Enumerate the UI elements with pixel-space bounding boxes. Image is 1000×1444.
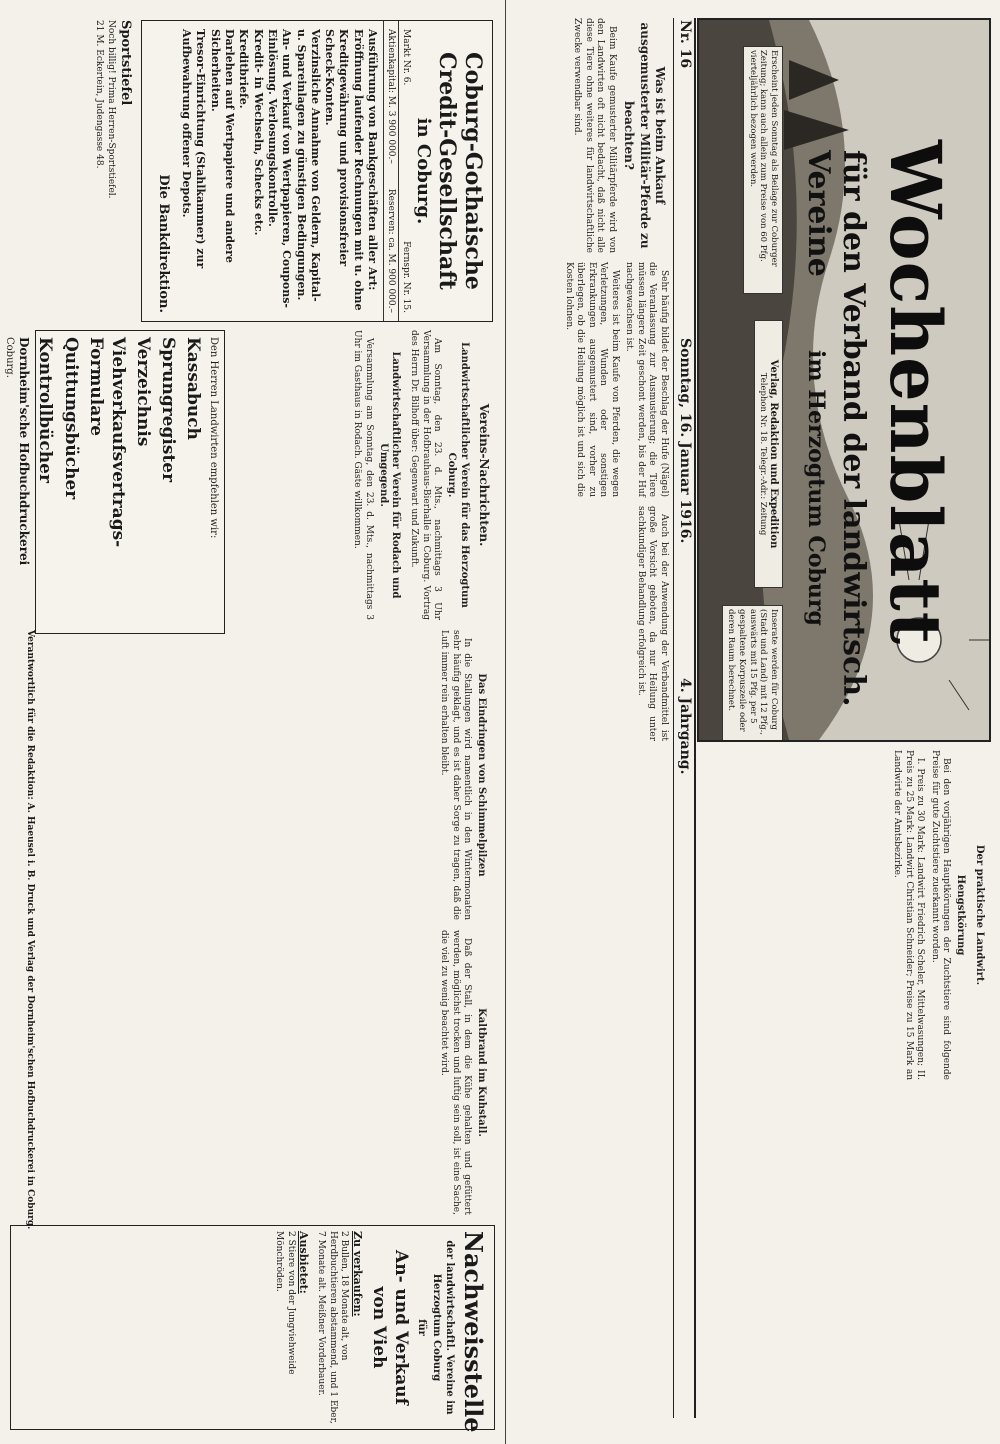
printer-city: Coburg. [3, 337, 15, 378]
bank-service-item: Eröffnung laufender Rechnungen mit u. ohne Kreditgewährung und provisionsfreier Scheck-Konten. [323, 29, 365, 311]
bank-service-item: Tresor-Einrichtung (Stahlkammer) zur Aufbewahrung offener Depots. [180, 29, 208, 269]
printer-item: Verzeichnis [132, 337, 153, 447]
publisher-info [754, 320, 783, 588]
bank-phone: Fernspr. Nr. 15. [401, 241, 411, 313]
bank-service-item: An- und Verkauf von Wertpapieren, Coupons-Einlösung. Verlosungskontrolle. [265, 29, 294, 308]
bank-reserve: Reserven: ca. M. 900 000.– [386, 188, 396, 313]
publisher-contact: Telephon Nr. 18. Telegr.-Adr.: Zeitung [758, 372, 768, 536]
article-main-para2: Sehr häufig bildet der Beschlag der Hufe (Nägel) die Veranlassung zur Ausmusterung; die Tiere müssen längere Zeit geschont werden, bis der Huf nachgewachsen ist. [624, 262, 669, 497]
verein-coburg-text: Am Sonntag, den 23. d. Mts., nachmittags 3 Uhr Versammlung in der Hofbrauhaus-Bierhalle in Coburg. Vortrag des Herrn Dr. Bilhoff über: Gegenwart und Zukunft. [409, 330, 443, 620]
ad-sport-boots [73, 20, 133, 320]
bank-footer: Die Bankdirektion. [155, 174, 171, 313]
article-main-col3 [519, 506, 669, 741]
printer-item: Kontrollbücher [35, 337, 56, 483]
printer-item: Kassabuch [183, 337, 203, 440]
inner-col2-text: In die Stallungen wird namentlich in den Wintermonaten sehr häufig geklagt, und es ist daher Sorge zu tragen, daß die Luft immer rein erhalten bleibt. [439, 630, 473, 920]
article-side-col [521, 750, 991, 1080]
nachweis-title: Nachweisstelle [459, 1231, 488, 1433]
inner-col1 [53, 930, 493, 1215]
verein-coburg-heading: Landwirtschaftlicher Verein für das Herzogtum Coburg. [445, 342, 470, 608]
ad-credit-bank [141, 20, 493, 322]
article-main-col2 [519, 262, 669, 497]
issue-volume: 4. Jahrgang. [677, 678, 693, 775]
dateline [673, 18, 696, 1418]
bank-market: Markt Nr. 6. [401, 29, 411, 86]
article-main-col1 [519, 18, 669, 253]
inner-col3 [233, 330, 493, 620]
nachweis-trade: An- und Verkauf von Vieh [368, 1250, 411, 1405]
article-main-title: Was ist beim Ankauf ausgemusterter Militär-Pferde zu beachten? [622, 22, 667, 249]
verein-rodach-text: Versammlung am Sonntag, den 23. d. Mts., nachmittags 3 Uhr im Gasthaus in Rodach. Gäste willkommen. [352, 330, 374, 620]
nachweis-buy-label: Ausbietet: [297, 1231, 311, 1294]
sport-text: Noch billig! Prima Herren-Sportstiefel. [106, 20, 117, 199]
nachweis-sell-text: 2 Bullen, 18 Monate alt, von Herdbuchtieren abstammend, und 1 Eber, 7 Monate alt. Meißner Vorderbauer. [315, 1231, 350, 1424]
inner-col1-heading: Kaltbrand im Kuhstall. [476, 1008, 487, 1137]
sport-label: Sportstiefel [118, 20, 133, 106]
sport-shop: 21 M. Eckertein, Judengasse 48. [94, 20, 105, 169]
article-side-para1: Bei den vorjährigen Hauptkörungen der Zuchtstiere sind folgende Preise für gute Zuchtstiere zuerkannt worden. [929, 750, 952, 1080]
advert-rates-info: Inserate werden für Coburg (Stadt und Land) mit 12 Pfg., auswärts mit 15 Pfg. per 5 gespaltene Korpuszeile oder deren Raum berechnet. [722, 605, 783, 742]
masthead-title: Wochenblatt [874, 140, 957, 646]
nachweis-buy-text: 2 Stiere von der Jungviehweide Mönchröden. [274, 1231, 296, 1375]
masthead [697, 18, 991, 742]
bank-city: in Coburg. [413, 117, 434, 225]
subscription-info: Erscheint jeden Sonntag als Beilage zur Coburger Zeitung; kann auch allein zum Preise von 60 Pfg. vierteljährlich bezogen werden. [743, 46, 783, 294]
printer-item: Sprungregister [157, 337, 178, 483]
masthead-region: im Herzogtum Coburg [803, 350, 829, 626]
front-page [505, 0, 1000, 1444]
bank-capital-row [383, 21, 398, 321]
article-side-para2: I. Preis zu 30 Mark: Landwirt Friedrich Scheler, Mittelwasungen; II. Preis zu 25 Mark: Landwirt Christian Schneider; Preise zu 15 Mark an Landwirte der Amtsbezirke. [892, 750, 926, 1080]
publisher-label: Verlag, Redaktion und Expedition [768, 359, 779, 549]
article-side-title: Der praktische Landwirt. [974, 844, 985, 986]
bank-service-item: Ausführung von Bankgeschäften aller Art: [366, 29, 379, 291]
bank-title: Coburg-Gothaische Credit-Gesellschaft [434, 52, 486, 290]
nachweis-subtitle: der landwirtschaftl. Vereine im Herzogtum Coburg [430, 1240, 455, 1415]
bank-contact-row [398, 21, 413, 321]
bank-services [175, 21, 383, 321]
article-main-para3: Weiteres ist beim Kaufe von Pferden, die wegen Verletzungen, Wunden oder sonstigen Erkrankungen ausgemustert sind, vorher zu überlegen, ob die Heilung möglich ist und sich die Kosten lohnen. [563, 262, 620, 497]
printer-item: Viehverkaufsvertrags-Formulare [85, 337, 128, 548]
printer-shop: Dornheim'sche Hofbuchdruckerei [17, 337, 32, 566]
ad-printer [3, 330, 225, 634]
article-side-heading: Hengstkörung [955, 874, 967, 956]
nachweis-sell-label: Zu verkaufen: [350, 1231, 364, 1317]
inner-col2-heading: Das Eindringen von Schimmelpilzen [476, 673, 487, 877]
front-page-rotated [506, 0, 1000, 1444]
bank-capital: Aktienkapital: M. 3 900 000.– [386, 29, 396, 164]
verein-rodach-heading: Landwirtschaftlicher Verein für Rodach und Umgegend. [377, 351, 402, 599]
issue-date: Sonntag, 16. Januar 1916. [677, 338, 693, 544]
inner-col1-text: Daß der Stall, in dem die Kühe gehalten und gefüttert werden, möglichst trocken und luftig sein soll, ist eine Sache, die viel zu wenig beachtet wird. [439, 930, 473, 1215]
imprint-footer: Verantwortlich für die Redaktion: A. Haeusel i. B. Druck und Verlag der Dornheim'schen Hofbuchdruckerei in Coburg. [25, 630, 35, 1230]
inner-col2 [53, 630, 493, 920]
article-main-para1: Beim Kaufe gemusterter Militärpferde wird von den Landwirten oft nicht bedacht, daß nicht alle diese Tiere ohne weiteres für landwirtschaftliche Zwecke verwendbar sind. [572, 18, 617, 253]
nachweisstelle-box [10, 1225, 495, 1433]
issue-number: Nr. 16 [677, 20, 693, 69]
masthead-subtitle: für den Verband der landwirtsch. Vereine [801, 150, 871, 707]
printer-intro: Den Herren Landwirten empfehlen wir: [208, 337, 219, 539]
bank-service-item: Kredit- in Wechseln, Schecks etc. Kreditbriefe. [237, 29, 265, 236]
bank-service-item: Verzinsliche Annahme von Geldern, Kapital- u. Spareinlagen zu günstigen Bedingungen. [294, 29, 322, 302]
vereins-nachrichten-heading: Vereins-Nachrichten. [477, 403, 491, 547]
printer-item: Quittungsbücher [60, 337, 81, 500]
bank-service-item: Darlehen auf Wertpapiere und andere Sicherheiten. [208, 29, 237, 263]
article-main-para4: Auch bei der Anwendung der Verbandmittel ist große Vorsicht geboten, da nur Heilung unter sachkundiger Behandlung erfolgreich ist. [635, 506, 669, 741]
nachweis-for: für [415, 1319, 427, 1336]
